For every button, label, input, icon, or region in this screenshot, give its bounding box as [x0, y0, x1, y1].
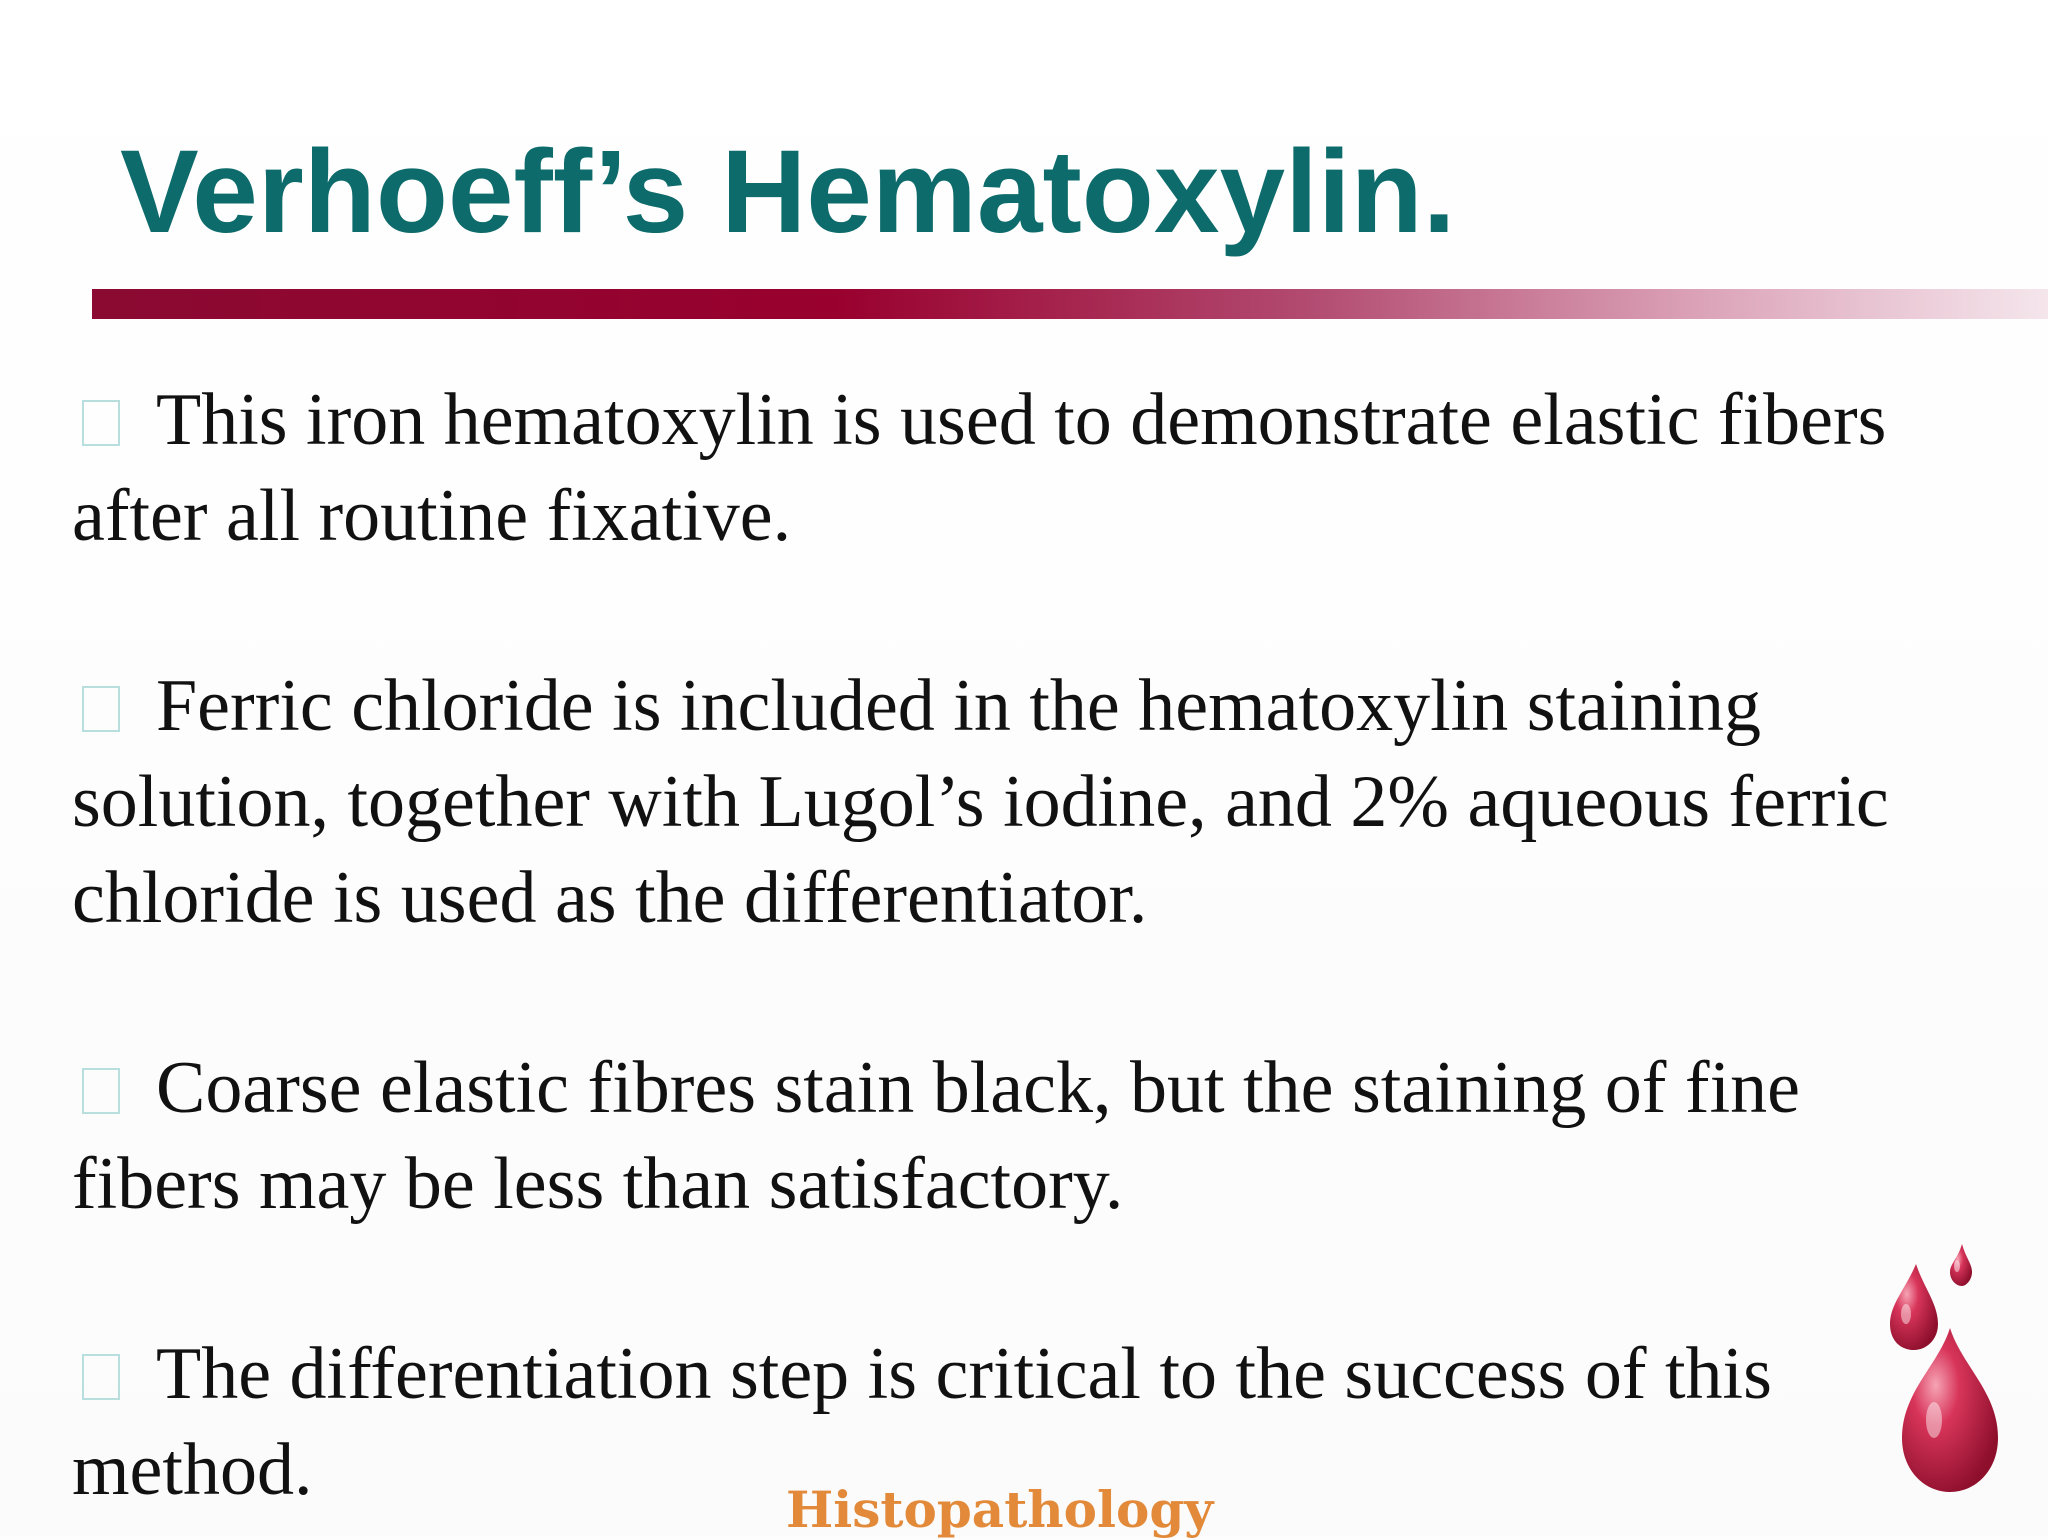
bullet-text: Ferric chloride is included in the hematoxylin staining solution, together with Lugol’s iodine, and 2% aqueous ferric chloride is used as the differentiator. — [72, 665, 1889, 939]
bullet-text: Coarse elastic fibres stain black, but the staining of fine fibers may be less than satisfactory. — [72, 1047, 1800, 1225]
bullet-square-icon — [82, 1354, 120, 1400]
slide-title: Verhoeff’s Hematoxylin. — [120, 126, 1456, 258]
bullet-square-icon — [82, 1068, 120, 1114]
bullet-item — [72, 1040, 1952, 1232]
title-divider — [92, 289, 2048, 319]
bullet-text: The differentiation step is critical to the success of this method. — [72, 1333, 1772, 1511]
bullet-text: This iron hematoxylin is used to demonstrate elastic fibers after all routine fixative. — [72, 379, 1887, 557]
footer-label: Histopathology — [786, 1480, 1214, 1539]
bullet-square-icon — [82, 400, 120, 446]
bullet-square-icon — [82, 686, 120, 732]
blood-drops-icon — [1880, 1230, 2020, 1510]
bullet-item — [72, 372, 1952, 564]
bullet-list — [72, 372, 1952, 1518]
bullet-item — [72, 658, 1952, 946]
